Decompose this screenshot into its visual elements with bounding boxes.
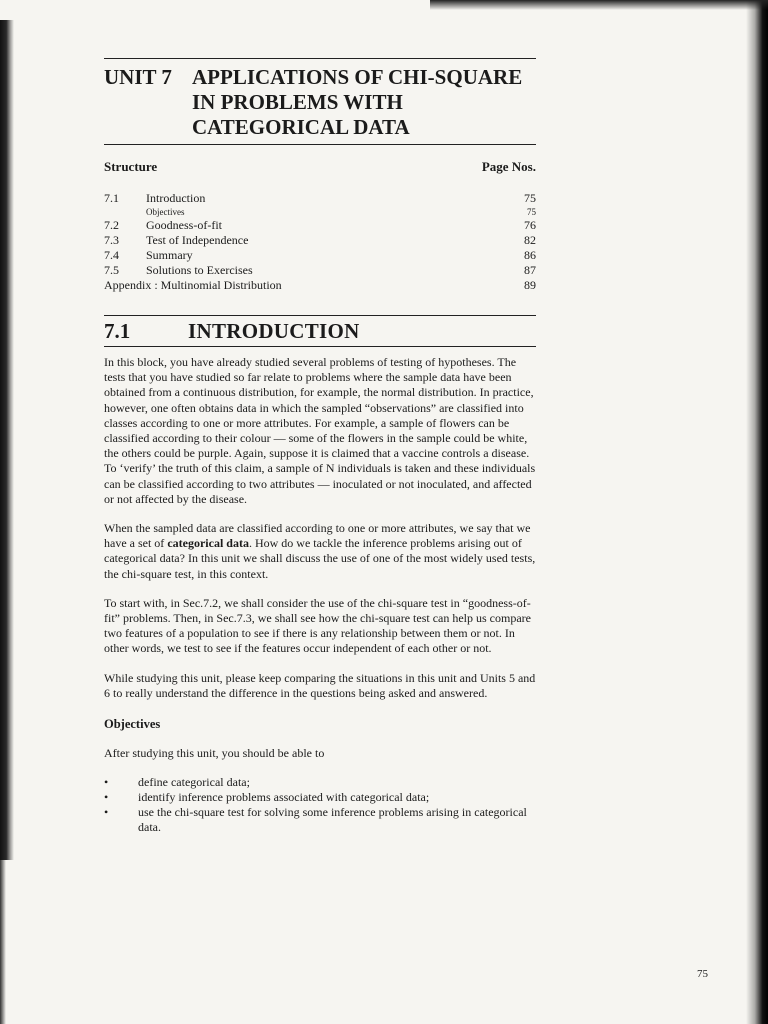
- toc-title: Objectives: [146, 207, 185, 217]
- toc-page: 82: [524, 233, 536, 247]
- toc-row: [104, 248, 536, 263]
- toc-row: [104, 206, 536, 218]
- toc-title: Goodness-of-fit: [146, 218, 222, 232]
- intro-paragraph-4: While studying this unit, please keep comparing the situations in this unit and Units 5 and 6 to really understand the difference in the questions being asked and answered.: [104, 670, 536, 700]
- section-heading: [104, 315, 536, 347]
- table-of-contents: [104, 191, 536, 293]
- toc-number: 7.1: [104, 191, 119, 205]
- page-nos-heading: Page Nos.: [481, 159, 536, 174]
- scan-edge-left: [0, 20, 14, 860]
- paragraph-text: . How do we tackle the inference problems arising out of categorical data? In this unit we shall discuss the use of one of the most widely used tests, the chi-square test, in this context.: [104, 536, 536, 581]
- intro-paragraph-3: To start with, in Sec.7.2, we shall consider the use of the chi-square test in “goodness-of-fit” problems. Then, in Sec.7.3, we shall see how the chi-square test can help us compare two features of a population to see if there is any relationship between them or not. In other words, we test to see if the features occur independent of each other or not.: [104, 595, 531, 656]
- toc-page: 75: [524, 191, 536, 205]
- toc-number: [104, 206, 146, 218]
- scan-edge-right: [746, 0, 768, 1024]
- toc-title: Test of Independence: [146, 233, 249, 247]
- categorical-data-term: categorical data: [167, 536, 249, 551]
- toc-row: [104, 191, 536, 206]
- toc-title: Introduction: [146, 191, 206, 205]
- toc-title: Solutions to Exercises: [146, 263, 253, 277]
- toc-row: [104, 263, 536, 278]
- document-page: [104, 58, 536, 835]
- paragraph-text: When the sampled data are classified according to one or more attributes, we say that we have a set of: [104, 521, 531, 551]
- unit-title-line: IN PROBLEMS WITH: [192, 90, 403, 114]
- structure-header: [104, 159, 536, 175]
- toc-page: 89: [524, 278, 536, 292]
- title-bottom-rule: [104, 144, 536, 145]
- bullet-icon: •: [104, 805, 109, 820]
- toc-number: 7.3: [104, 233, 119, 247]
- intro-paragraph-2: [104, 521, 536, 582]
- list-item: [104, 805, 536, 835]
- unit-label: UNIT 7: [104, 65, 172, 89]
- list-item-text: use the chi-square test for solving some inference problems arising in categorical data.: [138, 805, 527, 835]
- list-item-text: define categorical data;: [138, 775, 250, 790]
- toc-row: [104, 233, 536, 248]
- toc-title: Summary: [146, 248, 193, 262]
- list-item-text: identify inference problems associated with categorical data;: [138, 790, 430, 805]
- objectives-heading: Objectives: [104, 717, 161, 732]
- toc-page: 76: [524, 218, 536, 232]
- bullet-icon: •: [104, 775, 109, 790]
- unit-heading: [104, 59, 536, 144]
- bullet-icon: •: [104, 790, 109, 805]
- structure-heading: Structure: [104, 159, 158, 174]
- objectives-list: [104, 775, 536, 835]
- objectives-intro: After studying this unit, you should be able to: [104, 746, 325, 761]
- toc-appendix-row: [104, 278, 536, 293]
- scan-edge-left-lower: [0, 860, 6, 1024]
- section-title: INTRODUCTION: [188, 319, 360, 343]
- toc-page: 75: [527, 207, 536, 217]
- toc-page: 86: [524, 248, 536, 262]
- scan-edge-top: [430, 0, 768, 10]
- toc-number: 7.2: [104, 218, 119, 232]
- toc-appendix-title: Appendix : Multinomial Distribution: [104, 278, 282, 292]
- list-item: [104, 775, 536, 790]
- toc-page: 87: [524, 263, 536, 277]
- toc-row: [104, 218, 536, 233]
- list-item: [104, 790, 536, 805]
- toc-number: 7.5: [104, 263, 119, 277]
- unit-title-line: CATEGORICAL DATA: [192, 115, 410, 139]
- section-number: 7.1: [104, 319, 131, 343]
- toc-number: 7.4: [104, 248, 119, 262]
- unit-title-line: APPLICATIONS OF CHI-SQUARE: [192, 65, 523, 89]
- intro-paragraph-1: In this block, you have already studied several problems of testing of hypotheses. The tests that you have studied so far relate to problems where the sample data have been obtained from a continuous distribution, for example, the normal distribution. In practice, however, one often obtains data in which the sampled “observations” are classified into classes according to one or more attributes. For example, a sample of flowers can be classified according to their colour — some of the flowers in the sample could be white, the others could be purple. Again, suppose it is claimed that a vaccine controls a disease. To ‘verify’ the truth of this claim, a sample of N individuals is taken and these individuals can be classified according to two attributes — inoculated or not inoculated, and affected or not affected by the disease.: [104, 355, 536, 506]
- unit-title: [192, 65, 522, 140]
- page-number: 75: [697, 968, 708, 980]
